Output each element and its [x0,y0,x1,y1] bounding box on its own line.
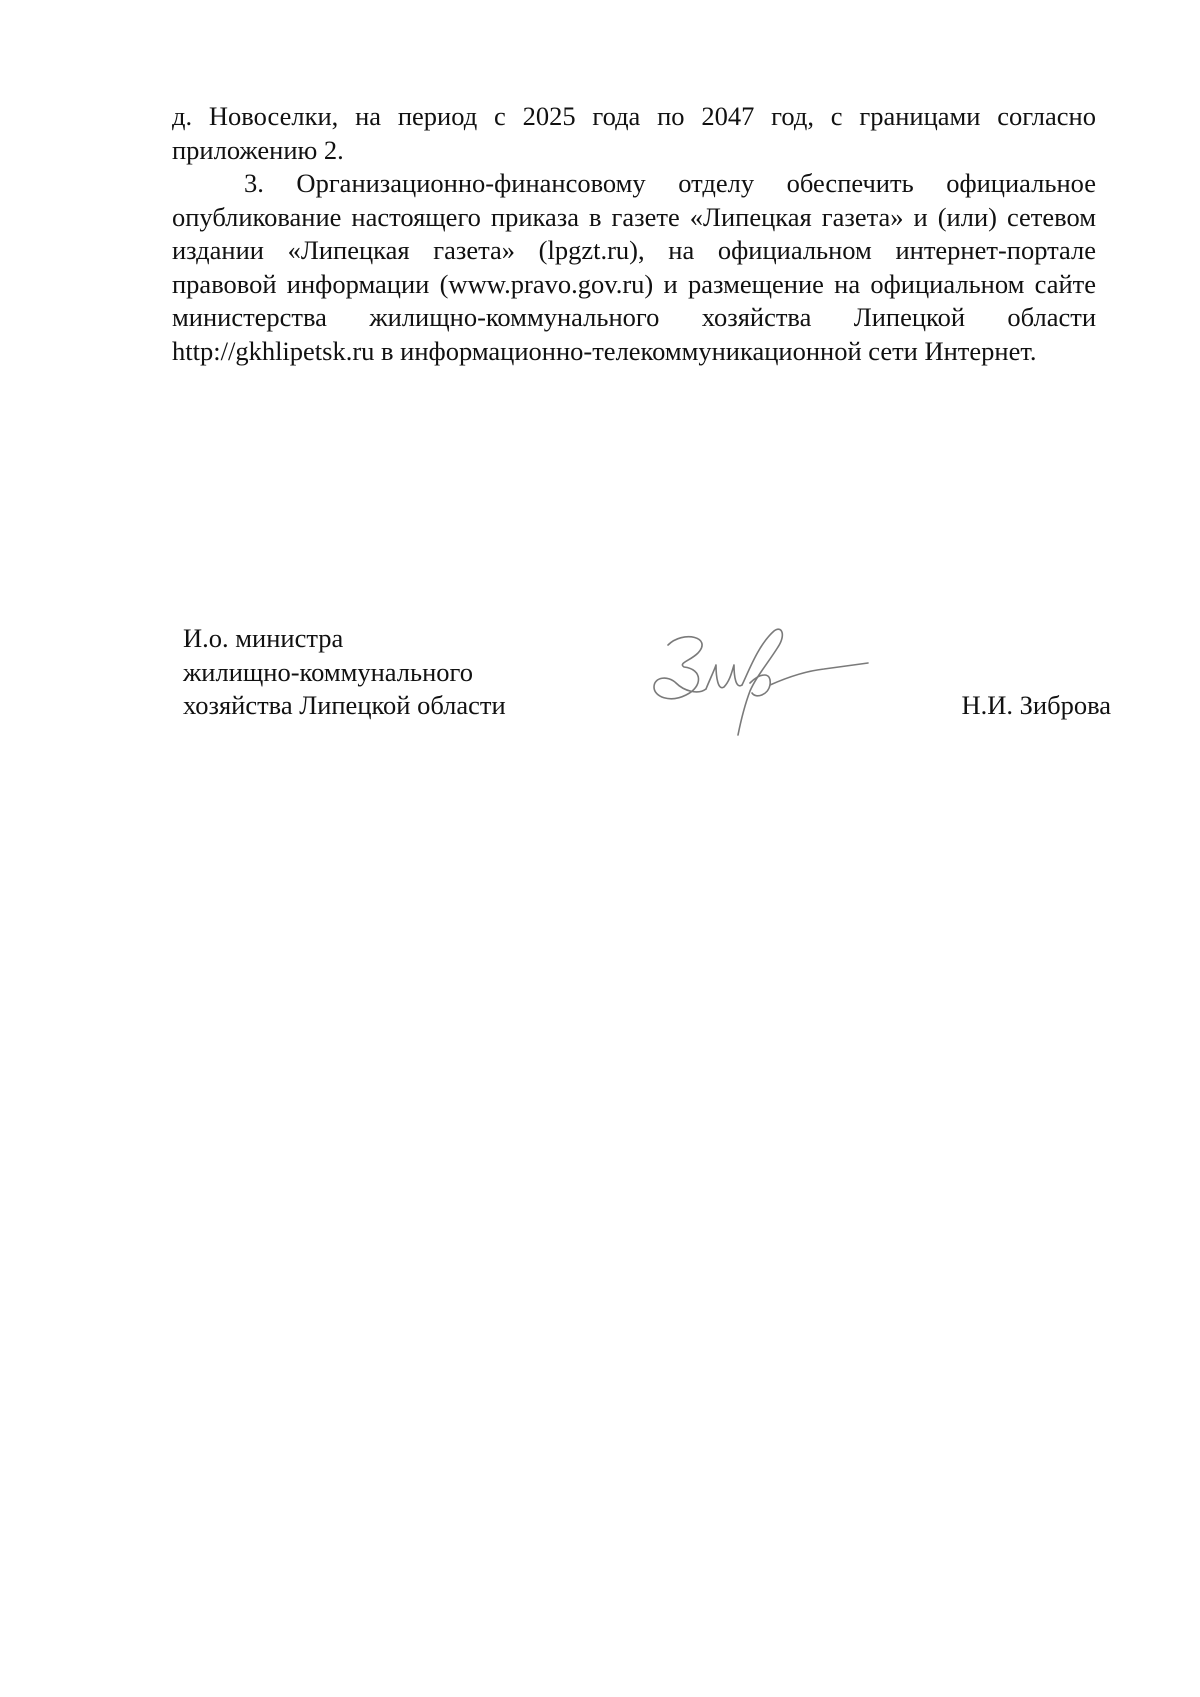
signer-name: Н.И. Зиброва [961,690,1111,720]
document-body [172,100,1096,368]
signer-position-line: хозяйства Липецкой области [183,690,506,720]
paragraph-item-3: 3. Организационно-финансовому отделу обеспечить официальное опубликование настоящего приказа в газете «Липецкая газета» и (или) сетевом издании «Липецкая газета» (lpgzt.ru), на официальном интернет-портале правовой информации (www.pravo.gov.ru) и размещение на официальном сайте министерства жилищно-коммунального хозяйства Липецкой области http://gkhlipetsk.ru в информационно-телекоммуникационной сети Интернет. [172,168,1096,366]
signer-position-line: жилищно-коммунального [183,656,473,687]
paragraph-continuation: д. Новоселки, на период с 2025 года по 2047 год, с границами согласно приложению 2. [172,101,1096,165]
signer-position [183,622,506,723]
handwritten-signature [648,625,873,740]
signer-position-line: И.о. министра [183,623,344,653]
